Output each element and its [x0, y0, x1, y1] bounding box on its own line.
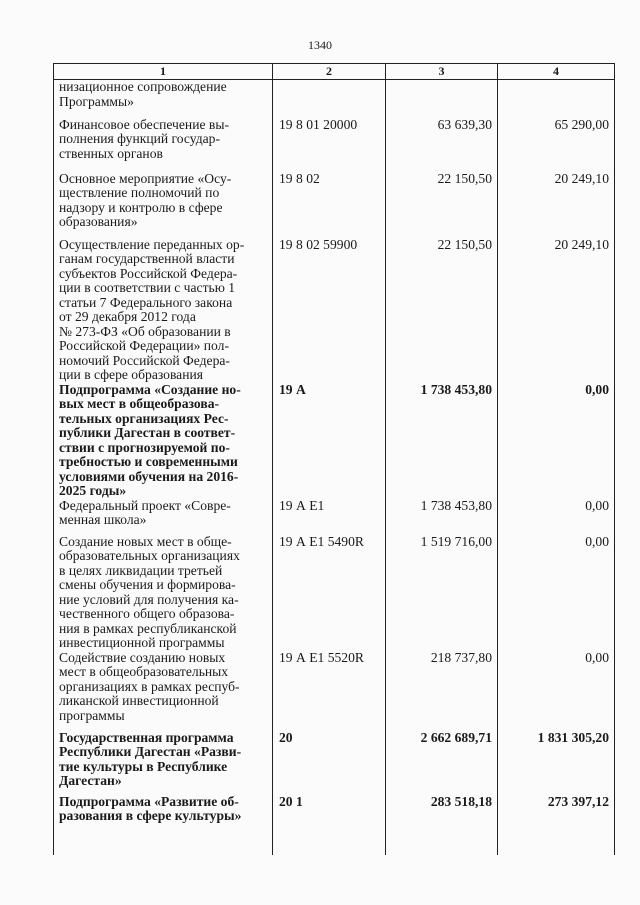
row-name-line: субъектов Российской Федера- [59, 265, 238, 281]
row-name-line: тие культуры в Республике [59, 758, 228, 774]
row-code: 19 А Е1 5520R [273, 651, 386, 731]
table-row [54, 118, 615, 172]
row-amount-2: 20 249,10 [498, 238, 615, 383]
row-name-line: ции в сфере образования [59, 367, 204, 382]
row-name-line: требностью и современными [59, 454, 238, 469]
row-name-line: ствии с прогнозируемой по- [59, 439, 230, 455]
table-header-row [54, 64, 615, 80]
row-code: 19 8 01 20000 [273, 118, 386, 172]
row-name-line: в целях ликвидации третьей [59, 562, 223, 578]
row-name-line: вых мест в общеобразова- [59, 396, 220, 411]
row-name-line: ликанской инвестиционной [59, 693, 219, 708]
table-row [54, 238, 615, 383]
table-row [54, 383, 615, 499]
column-header-amount-2: 4 [498, 64, 615, 80]
row-name-line: Федеральный проект «Совре- [59, 497, 231, 513]
table-row [54, 651, 615, 731]
row-name [54, 172, 273, 238]
row-code: 20 1 [273, 795, 386, 855]
row-code: 19 8 02 59900 [273, 238, 386, 383]
row-name-line: условиями обучения на 2016- [59, 468, 239, 484]
row-amount-1 [386, 80, 498, 118]
row-amount-1: 63 639,30 [386, 118, 498, 172]
row-amount-1: 2 662 689,71 [386, 731, 498, 795]
row-code: 19 А Е1 5490R [273, 535, 386, 651]
row-name-line: Финансовое обеспечение вы- [59, 116, 229, 132]
row-amount-1: 22 150,50 [386, 172, 498, 238]
row-amount-2: 0,00 [498, 383, 615, 499]
row-name-line: образовательных организациях [59, 548, 240, 563]
row-amount-1: 1 519 716,00 [386, 535, 498, 651]
row-name-line: Государственная программа [59, 729, 234, 745]
row-name-line: № 273-ФЗ «Об образовании в [59, 323, 231, 339]
row-name-line: ния в рамках республиканской [59, 620, 237, 636]
row-name-line: ции в соответствии с частью 1 [59, 280, 236, 295]
row-name-line: полнения функций государ- [59, 131, 220, 146]
row-name-line: программы [59, 707, 125, 723]
row-code: 19 А [273, 383, 386, 499]
column-header-name: 1 [54, 64, 273, 80]
row-code: 19 А Е1 [273, 499, 386, 535]
table-row [54, 80, 615, 118]
row-name-line: надзору и контролю в сфере [59, 199, 223, 215]
row-code [273, 80, 386, 118]
row-name [54, 238, 273, 383]
row-name-line: смены обучения и формирова- [59, 577, 236, 592]
row-name-line: Подпрограмма «Развитие об- [59, 793, 239, 809]
row-amount-1: 1 738 453,80 [386, 383, 498, 499]
row-name-line: Российской Федерации» пол- [59, 338, 229, 353]
table-body [54, 80, 615, 855]
row-name-line: статьи 7 Федерального закона [59, 294, 233, 310]
row-amount-2: 20 249,10 [498, 172, 615, 238]
row-name [54, 383, 273, 499]
row-name-line: публики Дагестан в соответ- [59, 425, 236, 440]
row-name [54, 118, 273, 172]
row-amount-2: 1 831 305,20 [498, 731, 615, 795]
row-amount-1: 218 737,80 [386, 651, 498, 731]
row-name-line: Создание новых мест в обще- [59, 533, 232, 549]
row-amount-2: 0,00 [498, 651, 615, 731]
row-name-line: низационное сопровождение [59, 79, 227, 94]
row-name-line: разования в сфере культуры» [59, 808, 242, 823]
column-header-amount-1: 3 [386, 64, 498, 80]
row-name-line: Подпрограмма «Создание но- [59, 381, 241, 397]
row-amount-2: 0,00 [498, 499, 615, 535]
table-row [54, 172, 615, 238]
row-name-line: Программы» [59, 93, 134, 109]
row-name-line: Осуществление переданных ор- [59, 236, 245, 252]
row-name-line: ние условий для получения ка- [59, 591, 239, 607]
row-name-line: Содействие созданию новых [59, 649, 226, 665]
row-name-line: от 29 декабря 2012 года [59, 309, 196, 324]
table-row [54, 731, 615, 795]
row-name-line: Дагестан» [59, 773, 122, 788]
row-code: 20 [273, 731, 386, 795]
row-name-line: организациях в рамках респуб- [59, 678, 240, 694]
row-name-line: ганам государственной власти [59, 251, 235, 266]
row-amount-1: 283 518,18 [386, 795, 498, 855]
row-name [54, 651, 273, 731]
row-code: 19 8 02 [273, 172, 386, 238]
budget-table-container [53, 63, 614, 855]
budget-table [53, 63, 615, 855]
row-amount-1: 22 150,50 [386, 238, 498, 383]
row-name-line: инвестиционной программы [59, 635, 225, 650]
row-name [54, 731, 273, 795]
row-name-line: чественного общего образова- [59, 606, 235, 621]
row-name-line: ществление полномочий по [59, 185, 220, 200]
row-amount-2: 65 290,00 [498, 118, 615, 172]
row-name [54, 499, 273, 535]
page-number: 1340 [308, 38, 332, 52]
row-name-line: образования» [59, 214, 138, 229]
row-name-line: менная школа» [59, 512, 147, 527]
table-row [54, 795, 615, 855]
row-name-line: тельных организациях Рес- [59, 410, 229, 426]
table-row [54, 499, 615, 535]
row-amount-2: 0,00 [498, 535, 615, 651]
table-row [54, 535, 615, 651]
row-name-line: 2025 годы» [59, 483, 127, 498]
row-name-line: Основное мероприятие «Осу- [59, 170, 232, 186]
row-name-line: ственных органов [59, 145, 163, 161]
row-name [54, 535, 273, 651]
column-header-code: 2 [273, 64, 386, 80]
row-name [54, 80, 273, 118]
row-amount-2 [498, 80, 615, 118]
row-name-line: Республики Дагестан «Разви- [59, 744, 242, 759]
row-amount-1: 1 738 453,80 [386, 499, 498, 535]
row-name-line: номочий Российской Федера- [59, 352, 230, 368]
row-name [54, 795, 273, 855]
row-name-line: мест в общеобразовательных [59, 664, 229, 679]
row-amount-2: 273 397,12 [498, 795, 615, 855]
